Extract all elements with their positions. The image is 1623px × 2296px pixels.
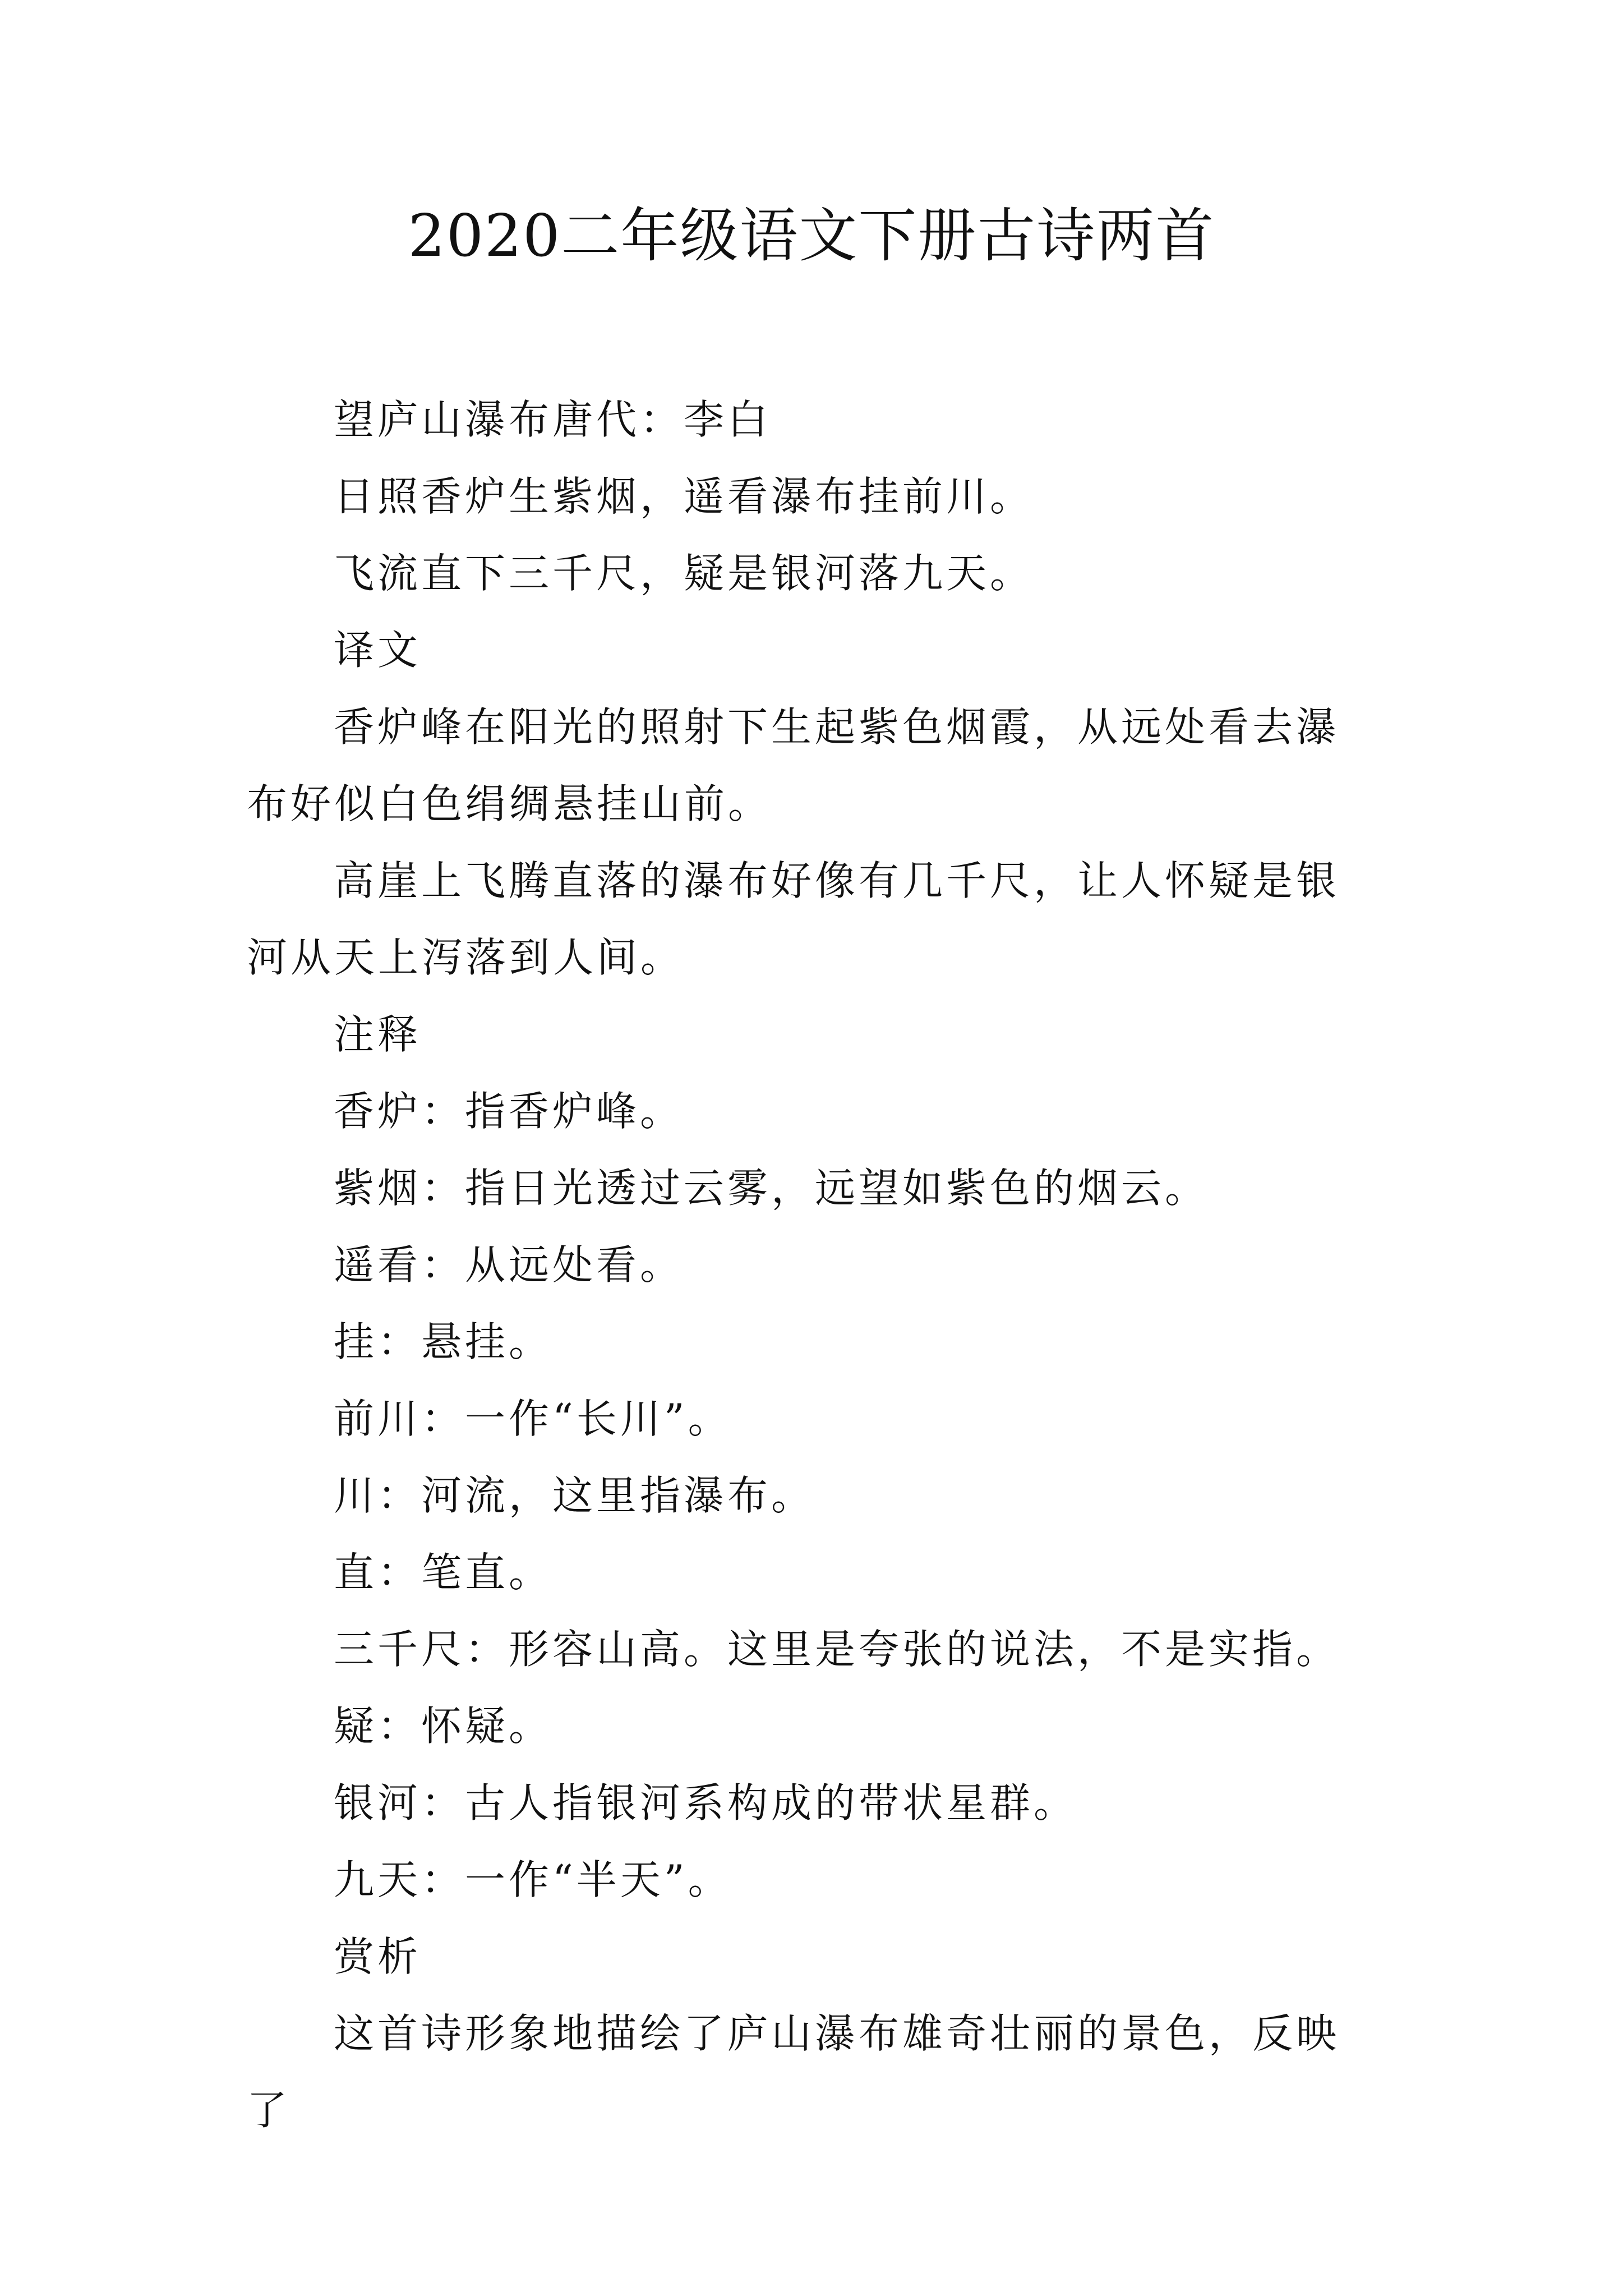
body-paragraph: 川：河流，这里指瀑布。 — [334, 1472, 815, 1519]
body-paragraph: 疑：怀疑。 — [334, 1703, 553, 1750]
body-paragraph: 高崖上飞腾直落的瀑布好像有几千尺，让人怀疑是银河从天上泻落到人间。 — [247, 857, 1340, 981]
body-paragraph: 前川：一作“长川”。 — [334, 1395, 732, 1442]
body-paragraph: 遥看：从远处看。 — [334, 1241, 684, 1289]
body-paragraph: 挂：悬挂。 — [334, 1318, 553, 1365]
body-paragraph: 译文 — [334, 627, 422, 674]
body-paragraph: 三千尺：形容山高。这里是夸张的说法，不是实指。 — [334, 1626, 1340, 1673]
body-paragraph: 九天：一作“半天”。 — [334, 1856, 732, 1903]
body-paragraph: 紫烟：指日光透过云雾，远望如紫色的烟云。 — [334, 1165, 1209, 1212]
body-paragraph: 望庐山瀑布唐代：李白 — [334, 396, 772, 443]
body-paragraph: 日照香炉生紫烟，遥看瀑布挂前川。 — [334, 473, 1034, 520]
body-paragraph: 香炉峰在阳光的照射下生起紫色烟霞，从远处看去瀑布好似白色绢绸悬挂山前。 — [247, 703, 1340, 827]
document-body — [247, 381, 1377, 2149]
body-paragraph: 这首诗形象地描绘了庐山瀑布雄奇壮丽的景色，反映了 — [247, 2010, 1340, 2134]
body-paragraph: 飞流直下三千尺，疑是银河落九天。 — [334, 550, 1034, 597]
body-paragraph: 银河：古人指银河系构成的带状星群。 — [334, 1779, 1078, 1826]
page-title: 2020二年级语文下册古诗两首 — [408, 201, 1215, 270]
body-paragraph: 香炉：指香炉峰。 — [334, 1088, 684, 1135]
body-paragraph: 赏析 — [334, 1933, 422, 1980]
body-paragraph: 注释 — [334, 1011, 422, 1058]
body-paragraph: 直：笔直。 — [334, 1549, 553, 1596]
